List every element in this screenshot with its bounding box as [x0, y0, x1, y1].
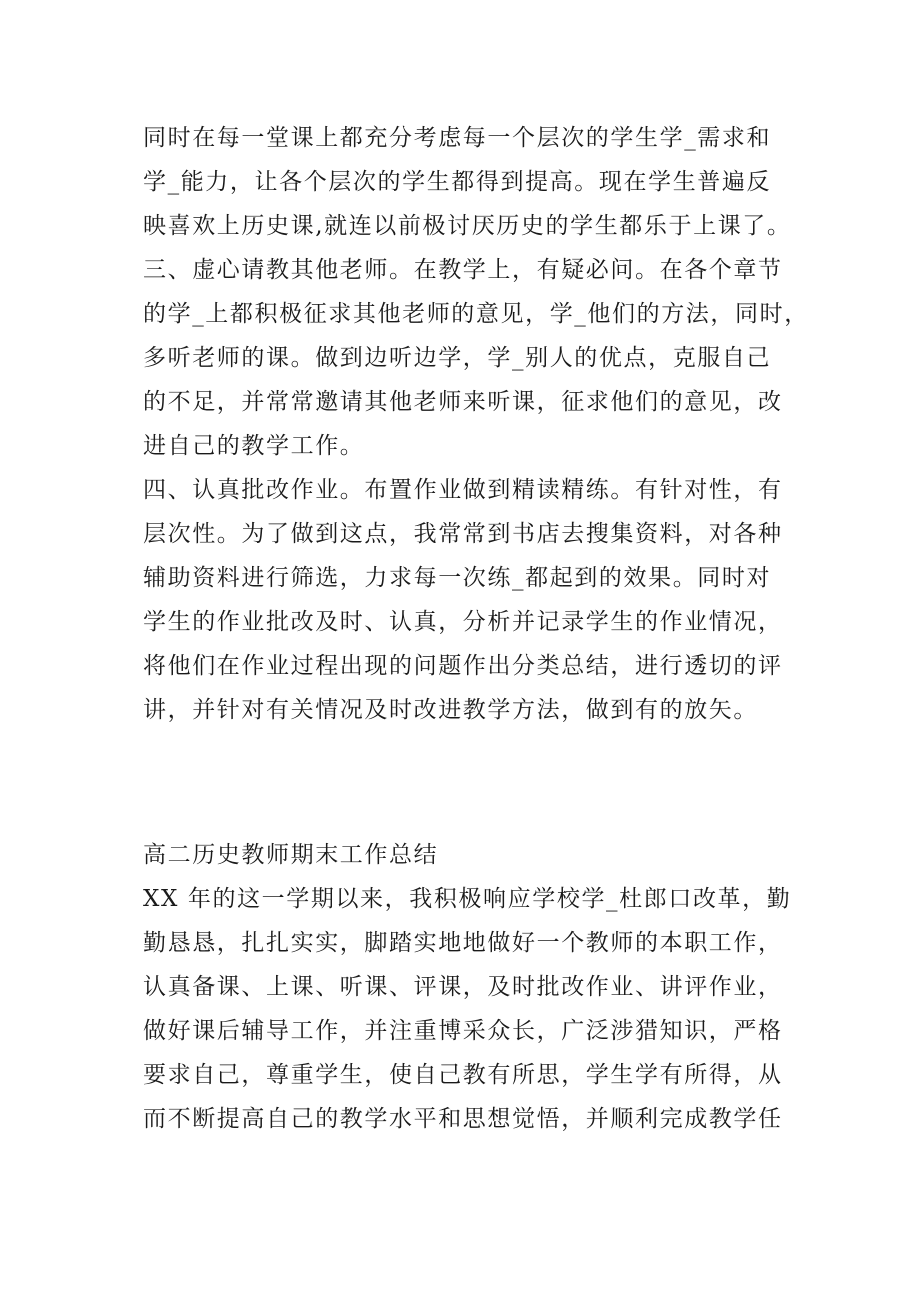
text-line: 学生的作业批改及时、认真，分析并记录学生的作业情况，	[143, 609, 783, 635]
text-line: 要求自己，尊重学生，使自己教有所思，学生学有所得，从	[143, 1062, 783, 1088]
text-line: 同时在每一堂课上都充分考虑每一个层次的学生学_需求和	[143, 125, 772, 151]
text-line: 多听老师的课。做到边听边学，学_别人的优点，克服自己	[143, 345, 772, 371]
text-line: 三、虚心请教其他老师。在教学上，有疑必问。在各个章节	[143, 257, 783, 283]
text-line: 而不断提高自己的教学水平和思想觉悟，并顺利完成教学任	[143, 1106, 783, 1132]
text-line: XX 年的这一学期以来，我积极响应学校学_杜郎口改革，勤	[143, 886, 792, 912]
section-title: 高二历史教师期末工作总结	[143, 842, 439, 868]
text-line: 映喜欢上历史课,就连以前极讨厌历史的学生都乐于上课了。	[143, 213, 792, 239]
text-line: 讲，并针对有关情况及时改进教学方法，做到有的放矢。	[143, 697, 758, 723]
text-line: 学_能力，让各个层次的学生都得到提高。现在学生普遍反	[143, 169, 772, 195]
text-line: 的不足，并常常邀请其他老师来听课，征求他们的意见，改	[143, 389, 783, 415]
text-line: 认真备课、上课、听课、评课，及时批改作业、讲评作业，	[143, 974, 783, 1000]
body-text-block-2	[143, 833, 843, 1141]
body-text-block-1	[143, 116, 843, 732]
text-line: 层次性。为了做到这点，我常常到书店去搜集资料，对各种	[143, 521, 783, 547]
text-line: 的学_上都积极征求其他老师的意见，学_他们的方法，同时，	[143, 301, 809, 327]
text-line: 做好课后辅导工作，并注重博采众长，广泛涉猎知识，严格	[143, 1018, 783, 1044]
text-line: 进自己的教学工作。	[143, 433, 365, 459]
text-line: 勤恳恳，扎扎实实，脚踏实地地做好一个教师的本职工作，	[143, 930, 783, 956]
text-line: 将他们在作业过程出现的问题作出分类总结，进行透切的评	[143, 653, 783, 679]
text-line: 辅助资料进行筛选，力求每一次练_都起到的效果。同时对	[143, 565, 772, 591]
text-line: 四、认真批改作业。布置作业做到精读精练。有针对性，有	[143, 477, 783, 503]
